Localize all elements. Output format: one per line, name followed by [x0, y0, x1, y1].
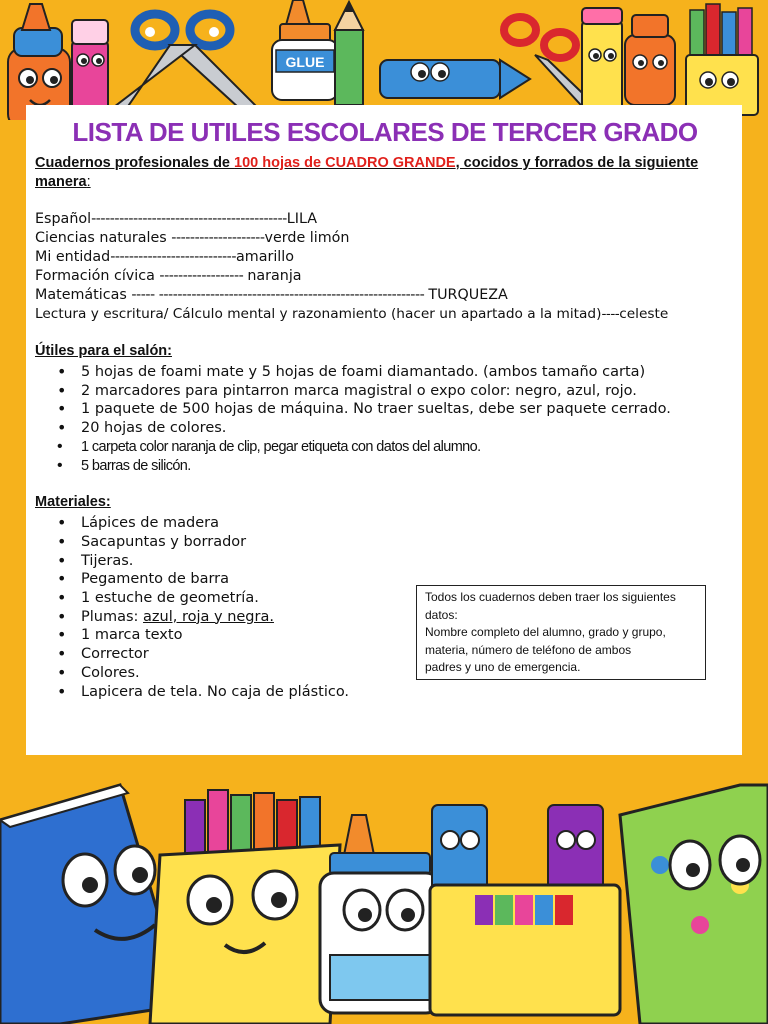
subject-color: TURQUEZA: [428, 287, 508, 303]
list-item: • 1 marca texto: [57, 626, 735, 645]
subject-name: Matemáticas: [35, 287, 132, 303]
subject-color: celeste: [619, 306, 669, 322]
list-item: • 5 barras de silicón.: [57, 457, 735, 476]
list-item: • Pegamento de barra: [57, 570, 735, 589]
page-title: LISTA DE UTILES ESCOLARES DE TERCER GRADO: [72, 117, 698, 147]
note-line: padres y uno de emergencia.: [425, 660, 581, 674]
list-item: • Sacapuntas y borrador: [57, 533, 735, 552]
subject-name: Lectura y escritura/ Cálculo mental y razonamiento (hacer un apartado a la mitad): [35, 306, 602, 322]
list-item: • Tijeras.: [57, 552, 735, 571]
list-item: • Lápices de madera: [57, 514, 735, 533]
subject-line: [35, 286, 735, 305]
subject-separator: ----- ---------------------------------------------------------: [131, 287, 429, 303]
left-border: [0, 120, 26, 760]
bottom-border-art: [0, 745, 768, 1024]
subject-name: Mi entidad: [35, 249, 111, 265]
subject-list: [35, 210, 735, 324]
notebook-data-note: [416, 585, 706, 680]
intro-text-2: , cocidos y forrados de la siguiente manera: [35, 155, 699, 190]
subject-separator: ---------------------------: [110, 249, 236, 265]
glue-label: GLUE: [285, 54, 325, 70]
yellow-marker-icon: [582, 8, 622, 115]
list-item: • 5 hojas de foami mate y 5 hojas de foami diamantado. (ambos tamaño carta): [57, 363, 735, 382]
subject-separator: --------------------: [171, 230, 265, 246]
list-item: • Colores.: [57, 664, 735, 683]
blue-crayon-icon: [380, 60, 530, 98]
subject-separator: ------------------------------------------: [91, 211, 287, 227]
plumas-colors: azul, roja y negra.: [143, 608, 274, 625]
salon-list: [35, 363, 735, 475]
green-book-icon: [620, 785, 768, 1024]
list-item: • 20 hojas de colores.: [57, 419, 735, 438]
list-item: • 1 estuche de geometría.: [57, 589, 735, 608]
subject-color: LILA: [286, 211, 318, 227]
salon-heading: Útiles para el salón:: [35, 343, 172, 359]
list-item: • 1 carpeta color naranja de clip, pegar etiqueta con datos del alumno.: [57, 438, 735, 457]
subject-color: naranja: [247, 268, 302, 284]
list-item: • 2 marcadores para pintarron marca magistral o expo color: negro, azul, rojo.: [57, 382, 735, 401]
subject-separator: ------------------: [159, 268, 248, 284]
note-line: datos:: [425, 607, 458, 622]
subject-name: Formación cívica: [35, 268, 160, 284]
intro-text: Cuadernos profesionales de: [35, 155, 235, 171]
subject-line: [35, 305, 735, 324]
intro-colon: :: [86, 174, 91, 190]
subject-name: Ciencias naturales: [35, 230, 172, 246]
subject-line: [35, 267, 735, 286]
subject-color: amarillo: [236, 249, 294, 265]
list-item: • Corrector: [57, 645, 735, 664]
note-line: materia, número de teléfono de ambos: [425, 642, 632, 657]
intro-highlight: 100 hojas de CUADRO GRANDE: [234, 155, 456, 171]
list-item: • 1 paquete de 500 hojas de máquina. No traer sueltas, debe ser paquete cerrado.: [57, 400, 735, 419]
materiales-heading: Materiales:: [35, 494, 111, 511]
plumas-label: Plumas:: [81, 608, 144, 625]
subject-separator: ----: [601, 306, 620, 322]
subject-line: [35, 210, 735, 229]
crayon-box-icon: [686, 4, 758, 115]
subject-line: [35, 248, 735, 267]
right-border: [742, 120, 768, 760]
orange-glue-icon: [625, 15, 675, 105]
subject-line: [35, 229, 735, 248]
list-item: • Lapicera de tela. No caja de plástico.: [57, 683, 735, 702]
note-line: Todos los cuadernos deben traer los siguientes: [425, 590, 676, 604]
note-line: Nombre completo del alumno, grado y grupo,: [425, 625, 666, 639]
notebooks-intro: [35, 154, 735, 192]
subject-color: verde limón: [264, 230, 350, 246]
subject-name: Español: [35, 211, 92, 227]
